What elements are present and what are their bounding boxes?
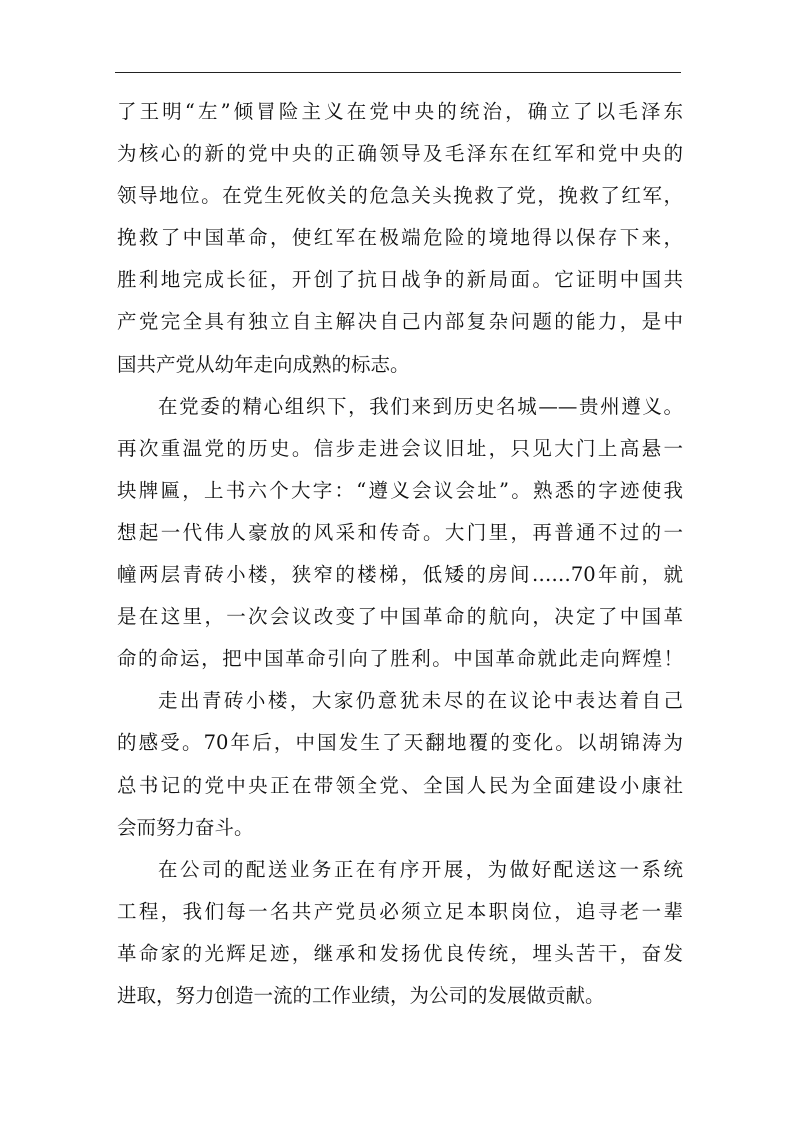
text-line: 领导地位。在党生死攸关的危急关头挽救了党，挽救了红军， bbox=[117, 184, 683, 208]
text-line: 挽救了中国革命，使红军在极端危险的境地得以保存下来， bbox=[117, 226, 683, 250]
text-line: 想起一代伟人豪放的风采和传奇。大门里，再普通不过的一 bbox=[117, 520, 683, 544]
text-line: 幢两层青砖小楼，狭窄的楼梯，低矮的房间……70年前，就 bbox=[117, 563, 683, 587]
text-line: 胜利地完成长征，开创了抗日战争的新局面。它证明中国共 bbox=[117, 268, 683, 292]
text-line: 再次重温党的历史。信步走进会议旧址，只见大门上高悬一 bbox=[117, 436, 683, 460]
text-line: 是在这里，一次会议改变了中国革命的航向，决定了中国革 bbox=[117, 605, 683, 629]
text-line: 革命家的光辉足迹，继承和发扬优良传统，埋头苦干，奋发 bbox=[117, 941, 683, 965]
text-line: 的感受。70年后，中国发生了天翻地覆的变化。以胡锦涛为 bbox=[117, 731, 683, 755]
text-line: 块牌匾，上书六个大字：“遵义会议会址”。熟悉的字迹使我 bbox=[117, 478, 683, 502]
text-line: 会而努力奋斗。 bbox=[117, 815, 254, 839]
paragraph-first-line: 在公司的配送业务正在有序开展，为做好配送这一系统 bbox=[158, 857, 683, 881]
header-rule bbox=[115, 72, 681, 73]
paragraph-first-line: 走出青砖小楼，大家仍意犹未尽的在议论中表达着自己 bbox=[158, 689, 683, 713]
text-line: 总书记的党中央正在带领全党、全国人民为全面建设小康社 bbox=[117, 773, 683, 797]
text-line: 了王明“左”倾冒险主义在党中央的统治，确立了以毛泽东 bbox=[117, 100, 683, 123]
text-line: 工程，我们每一名共产党员必须立足本职岗位，追寻老一辈 bbox=[117, 899, 683, 923]
paragraph-first-line: 在党委的精心组织下，我们来到历史名城——贵州遵义。 bbox=[158, 394, 683, 418]
text-line: 为核心的新的党中央的正确领导及毛泽东在红军和党中央的 bbox=[117, 142, 683, 166]
body-text bbox=[117, 91, 683, 1017]
text-line: 命的命运，把中国革命引向了胜利。中国革命就此走向辉煌！ bbox=[117, 647, 683, 671]
text-line: 国共产党从幼年走向成熟的标志。 bbox=[117, 352, 410, 376]
text-line: 产党完全具有独立自主解决自己内部复杂问题的能力，是中 bbox=[117, 310, 683, 334]
text-line: 进取，努力创造一流的工作业绩，为公司的发展做贡献。 bbox=[117, 983, 605, 1007]
